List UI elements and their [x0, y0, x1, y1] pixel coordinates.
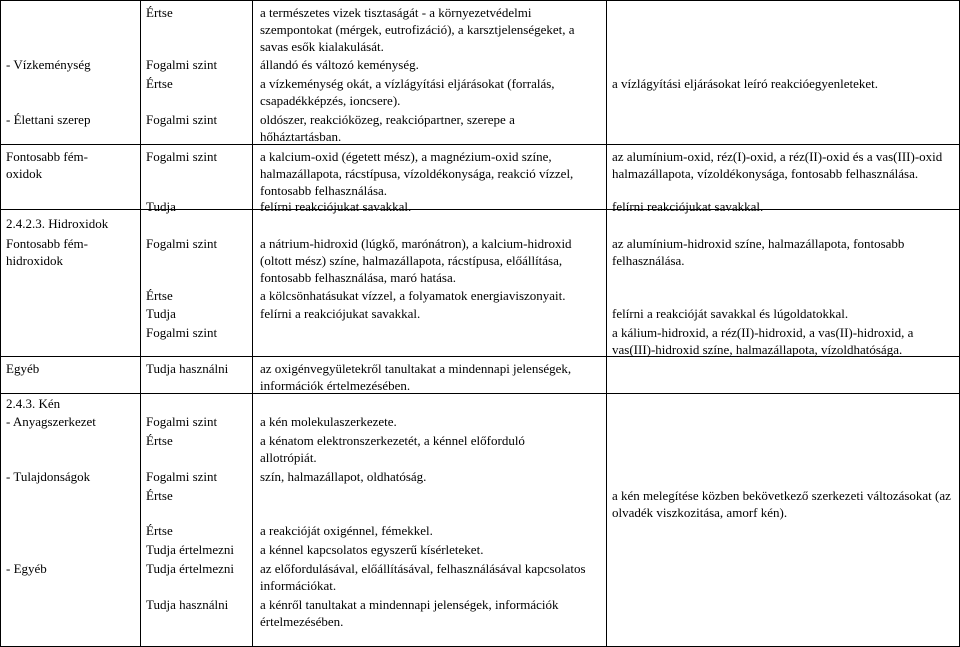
- requirement-content: a kénről tanultakat a mindennapi jelenségek, információk értelmezésében.: [260, 597, 559, 629]
- section-heading: 2.4.2.3. Hidroxidok: [6, 216, 109, 231]
- requirement-verb: Tudja használni: [146, 361, 229, 376]
- requirement-content: a kénnel kapcsolatos egyszerű kísérleteket.: [260, 542, 484, 557]
- topic-label: Egyéb: [6, 361, 40, 376]
- requirement-verb: Fogalmi szint: [146, 112, 218, 127]
- requirement-content: a kölcsönhatásukat vízzel, a folyamatok energiaviszonyait.: [260, 288, 566, 303]
- topic-label: - Tulajdonságok: [6, 469, 91, 484]
- topic-label: - Egyéb: [6, 561, 47, 576]
- requirement-verb: Tudja értelmezni: [146, 542, 234, 557]
- requirement-content: a reakcióját oxigénnel, fémekkel.: [260, 523, 433, 538]
- advanced-content: a kálium-hidroxid, a réz(II)-hidroxid, a vas(II)-hidroxid, a vas(III)-hidroxid színe, halmazállapota, vízoldhatósága.: [612, 325, 914, 357]
- requirement-verb: Fogalmi szint: [146, 57, 218, 72]
- advanced-content: felírni a reakcióját savakkal és lúgoldatokkal.: [612, 306, 849, 321]
- requirement-verb: Fogalmi szint: [146, 414, 218, 429]
- requirement-verb: Értse: [146, 5, 173, 20]
- requirement-content: a kalcium-oxid (égetett mész), a magnézium-oxid színe, halmazállapota, rácstípusa, vízoldékonysága, reakció vízzel, fontosabb felhasználása.: [260, 149, 574, 198]
- requirement-verb: Értse: [146, 433, 173, 448]
- requirement-content: felírni a reakciójukat savakkal.: [260, 306, 421, 321]
- requirement-content: a természetes vizek tisztaságát - a környezetvédelmi szempontokat (mérgek, eutrofizáció), a karsztjelenségeket, a savas esők kialakulását.: [260, 5, 575, 54]
- column-divider-verb: [252, 0, 253, 647]
- requirement-content: oldószer, reakcióközeg, reakciópartner, szerepe a hőháztartásban.: [260, 112, 515, 144]
- advanced-content: az alumínium-hidroxid színe, halmazállapota, fontosabb felhasználása.: [612, 236, 905, 268]
- topic-label: Fontosabb fém-hidroxidok: [6, 236, 88, 268]
- requirement-verb: Fogalmi szint: [146, 149, 218, 164]
- requirement-verb: Tudja értelmezni: [146, 561, 234, 576]
- requirement-verb: Tudja használni: [146, 597, 229, 612]
- requirement-verb: Fogalmi szint: [146, 236, 218, 251]
- requirement-content: az oxigénvegyületekről tanultakat a mindennapi jelenségek, információk értelmezésében.: [260, 361, 572, 393]
- topic-label: - Anyagszerkezet: [6, 414, 96, 429]
- section-rule-top: [0, 0, 960, 1]
- advanced-content: a vízlágyítási eljárásokat leíró reakcióegyenleteket.: [612, 76, 879, 91]
- section-rule-hydroxides: [0, 209, 960, 210]
- advanced-content: felírni reakciójukat savakkal.: [612, 199, 764, 214]
- topic-label: - Vízkeménység: [6, 57, 91, 72]
- advanced-content: az alumínium-oxid, réz(I)-oxid, a réz(II)-oxid és a vas(III)-oxid halmazállapota, vízoldékonysága, fontosabb felhasználása.: [612, 149, 943, 181]
- requirement-verb: Értse: [146, 288, 173, 303]
- requirement-verb: Értse: [146, 523, 173, 538]
- requirement-verb: Tudja: [146, 306, 176, 321]
- requirement-verb: Tudja: [146, 199, 176, 214]
- requirement-content: a kénatom elektronszerkezetét, a kénnel előforduló allotrópiát.: [260, 433, 525, 465]
- topic-label: - Élettani szerep: [6, 112, 91, 127]
- column-divider-topic: [140, 0, 141, 647]
- advanced-content: a kén melegítése közben bekövetkező szerkezeti változásokat (az olvadék viszkozitása, amorf kén).: [612, 488, 951, 520]
- requirement-verb: Fogalmi szint: [146, 469, 218, 484]
- requirement-verb: Értse: [146, 76, 173, 91]
- requirement-content: állandó és változó keménység.: [260, 57, 419, 72]
- topic-label: Fontosabb fém-oxidok: [6, 149, 88, 181]
- requirement-content: felírni reakciójukat savakkal.: [260, 199, 412, 214]
- requirement-verb: Értse: [146, 488, 173, 503]
- requirement-verb: Fogalmi szint: [146, 325, 218, 340]
- requirement-content: a kén molekulaszerkezete.: [260, 414, 397, 429]
- table-border-left: [0, 0, 1, 647]
- column-divider-content: [606, 0, 607, 647]
- requirement-content: a vízkeménység okát, a vízlágyítási eljárásokat (forralás, csapadékképzés, ioncsere).: [260, 76, 555, 108]
- requirement-content: szín, halmazállapot, oldhatóság.: [260, 469, 427, 484]
- requirement-content: az előfordulásával, előállításával, felhasználásával kapcsolatos információkat.: [260, 561, 586, 593]
- requirement-content: a nátrium-hidroxid (lúgkő, marónátron), a kalcium-hidroxid (oltott mész) színe, halmazállapota, rácstípusa, előállítása, fontosabb felhasználása, maró hatása.: [260, 236, 572, 285]
- section-heading: 2.4.3. Kén: [6, 396, 61, 411]
